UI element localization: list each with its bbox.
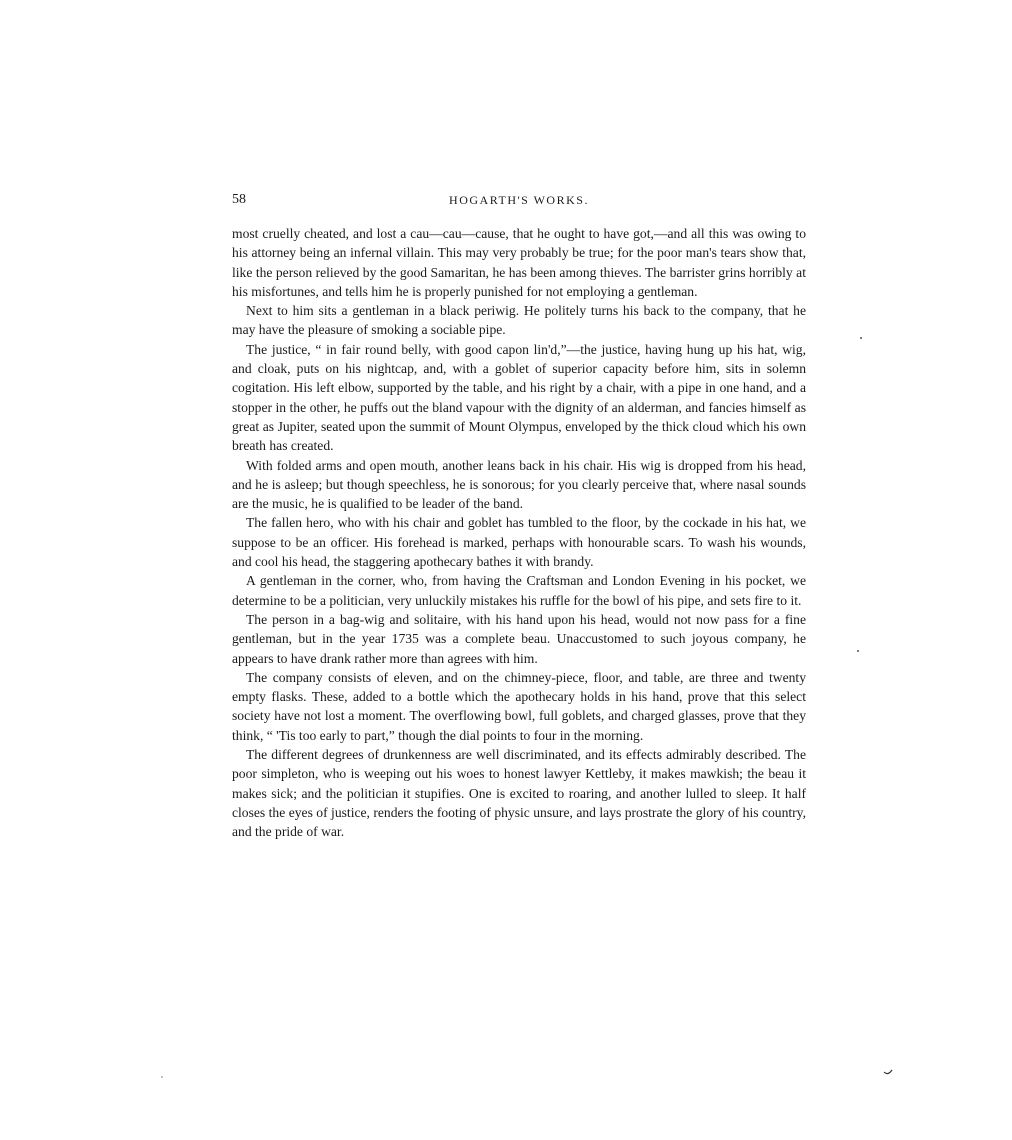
speck-dot [857,650,859,652]
paragraph-justice: The justice, “ in fair round belly, with good capon lin'd,”—the justice, having hung up his hat, wig, and cloak, puts on his nightcap, and, with a goblet of superior capacity before him, sits in solemn cogitation. His left elbow, supported by the table, and his right by a chair, with a pipe in one hand, and a stopper in the other, he puffs out the bland vapour with the dignity of an alderman, and fancies himself as great as Jupiter, seated upon the summit of Mount Olympus, enveloped by the thick cloud which his own breath has created. [232,341,806,454]
book-page [232,190,806,842]
paragraph-continued: most cruelly cheated, and lost a cau—cau—cause, that he ought to have got,—and all this was owing to his attorney being an infernal villain. This may very probably be true; for the poor man's tears show that, like the person relieved by the good Samaritan, he has been among thieves. The barrister grins horribly at his misfortunes, and tells him he is properly punished for not employing a gentleman. [232,226,806,299]
speck-mark [884,1070,892,1074]
paragraph-company: The company consists of eleven, and on the chimney-piece, floor, and table, are three and twenty empty flasks. These, added to a bottle which the apothecary holds in his hand, prove that this select society have not lost a moment. The overflowing bowl, full goblets, and charged glasses, prove that they think, “ 'Tis too early to part,” though the dial points to four in the morning. [232,669,806,743]
paragraph-politician: A gentleman in the corner, who, from having the Craftsman and London Evening in his pocket, we determine to be a politician, very unluckily mistakes his ruffle for the bowl of his pipe, and sets fire to it. [232,573,806,608]
body-text [232,224,806,842]
paragraph-fallen-hero: The fallen hero, who with his chair and goblet has tumbled to the floor, by the cockade in his hat, we suppose to be an officer. His forehead is marked, perhaps with honourable scars. To wash his wounds, and cool his head, the staggering apothecary bathes it with brandy. [232,515,806,570]
paragraph-beau: The person in a bag-wig and solitaire, with his hand upon his head, would not now pass for a fine gentleman, but in the year 1735 was a complete beau. Unaccustomed to such joyous company, he appears to have drank rather more than agrees with him. [232,611,806,666]
speck-dot [860,337,862,339]
running-head [232,190,806,212]
paragraph-sleeper: With folded arms and open mouth, another leans back in his chair. His wig is dropped from his head, and he is asleep; but though speechless, he is sonorous; for you clearly perceive that, where nasal sounds are the music, he is qualified to be leader of the band. [232,457,806,512]
speck-dot [161,1076,163,1078]
running-title: HOGARTH'S WORKS. [449,193,589,207]
paragraph-drunkenness: The different degrees of drunkenness are well discriminated, and its effects admirably described. The poor simpleton, who is weeping out his woes to honest lawyer Kettleby, it makes mawkish; the beau it makes sick; and the politician it stupifies. One is excited to roaring, and another lulled to sleep. It half closes the eyes of justice, renders the footing of physic unsure, and lays prostrate the glory of his country, and the pride of war. [232,747,806,840]
page-number: 58 [232,192,246,207]
paragraph-periwig: Next to him sits a gentleman in a black periwig. He politely turns his back to the company, that he may have the pleasure of smoking a sociable pipe. [232,303,806,338]
